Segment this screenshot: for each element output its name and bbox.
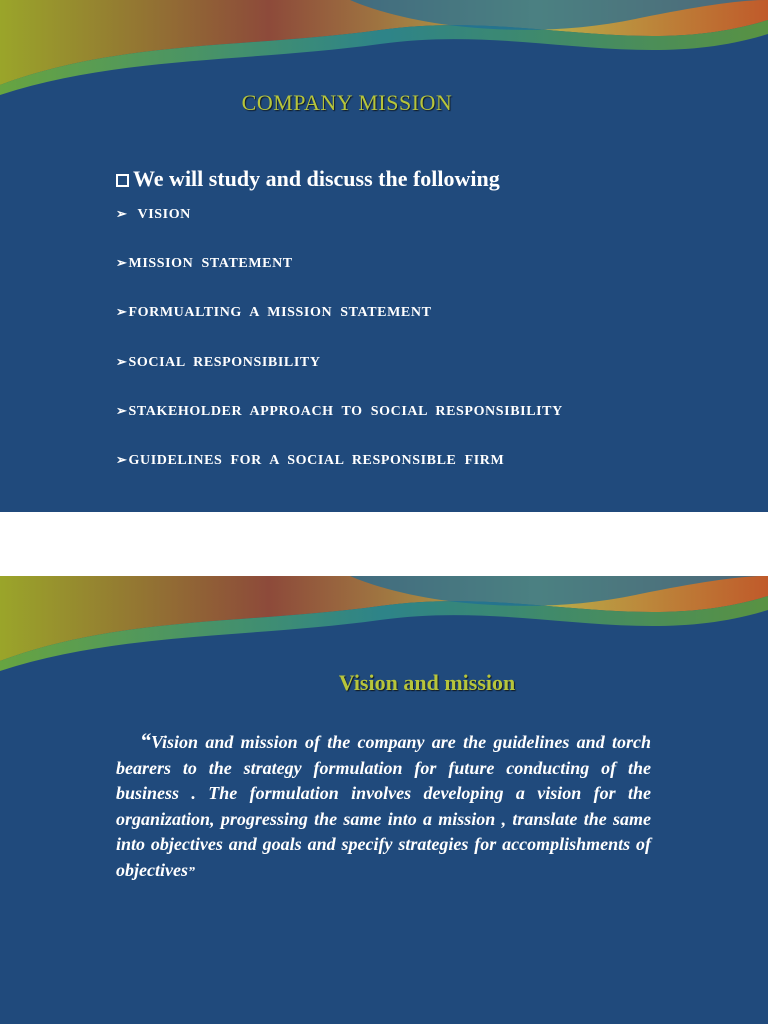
decorative-wave-header xyxy=(0,576,768,676)
arrowhead-icon: ➢ xyxy=(116,353,128,369)
quote-text: Vision and mission of the company are the guidelines and torch bearers to the strategy formulation for future conducting of the business . The formulation involves developing a vision for the organization, progressing the same into a mission , translate the same into objectives and goals and specify strategies for accomplishments of objectives xyxy=(116,732,651,880)
decorative-wave-header xyxy=(0,0,768,100)
slide-2 xyxy=(0,576,768,1024)
close-quote-mark: ” xyxy=(187,864,195,880)
section-heading xyxy=(116,166,500,192)
list-item: ➢GUIDELINES FOR A SOCIAL RESPONSIBLE FIRM xyxy=(116,451,505,468)
hollow-square-icon xyxy=(116,174,129,187)
list-item: ➢STAKEHOLDER APPROACH TO SOCIAL RESPONSIBILITY xyxy=(116,402,563,419)
open-quote-mark: “ xyxy=(140,728,151,753)
arrowhead-icon: ➢ xyxy=(116,255,128,271)
quote-paragraph xyxy=(116,728,651,886)
list-item: ➢FORMUALTING A MISSION STATEMENT xyxy=(116,304,432,321)
heading-text: We will study and discuss the following xyxy=(133,166,500,191)
list-item: ➢ VISION xyxy=(116,206,191,222)
slide-separator xyxy=(0,512,768,576)
topic-list xyxy=(116,204,563,499)
arrowhead-icon: ➢ xyxy=(116,451,128,467)
arrowhead-icon: ➢ xyxy=(116,206,128,221)
arrowhead-icon: ➢ xyxy=(116,402,128,418)
arrowhead-icon: ➢ xyxy=(116,304,128,320)
list-item: ➢SOCIAL RESPONSIBILITY xyxy=(116,353,321,370)
slide-title: Vision and mission xyxy=(338,670,516,695)
slide-title: COMPANY MISSION xyxy=(241,90,453,115)
list-item: ➢MISSION STATEMENT xyxy=(116,255,293,272)
